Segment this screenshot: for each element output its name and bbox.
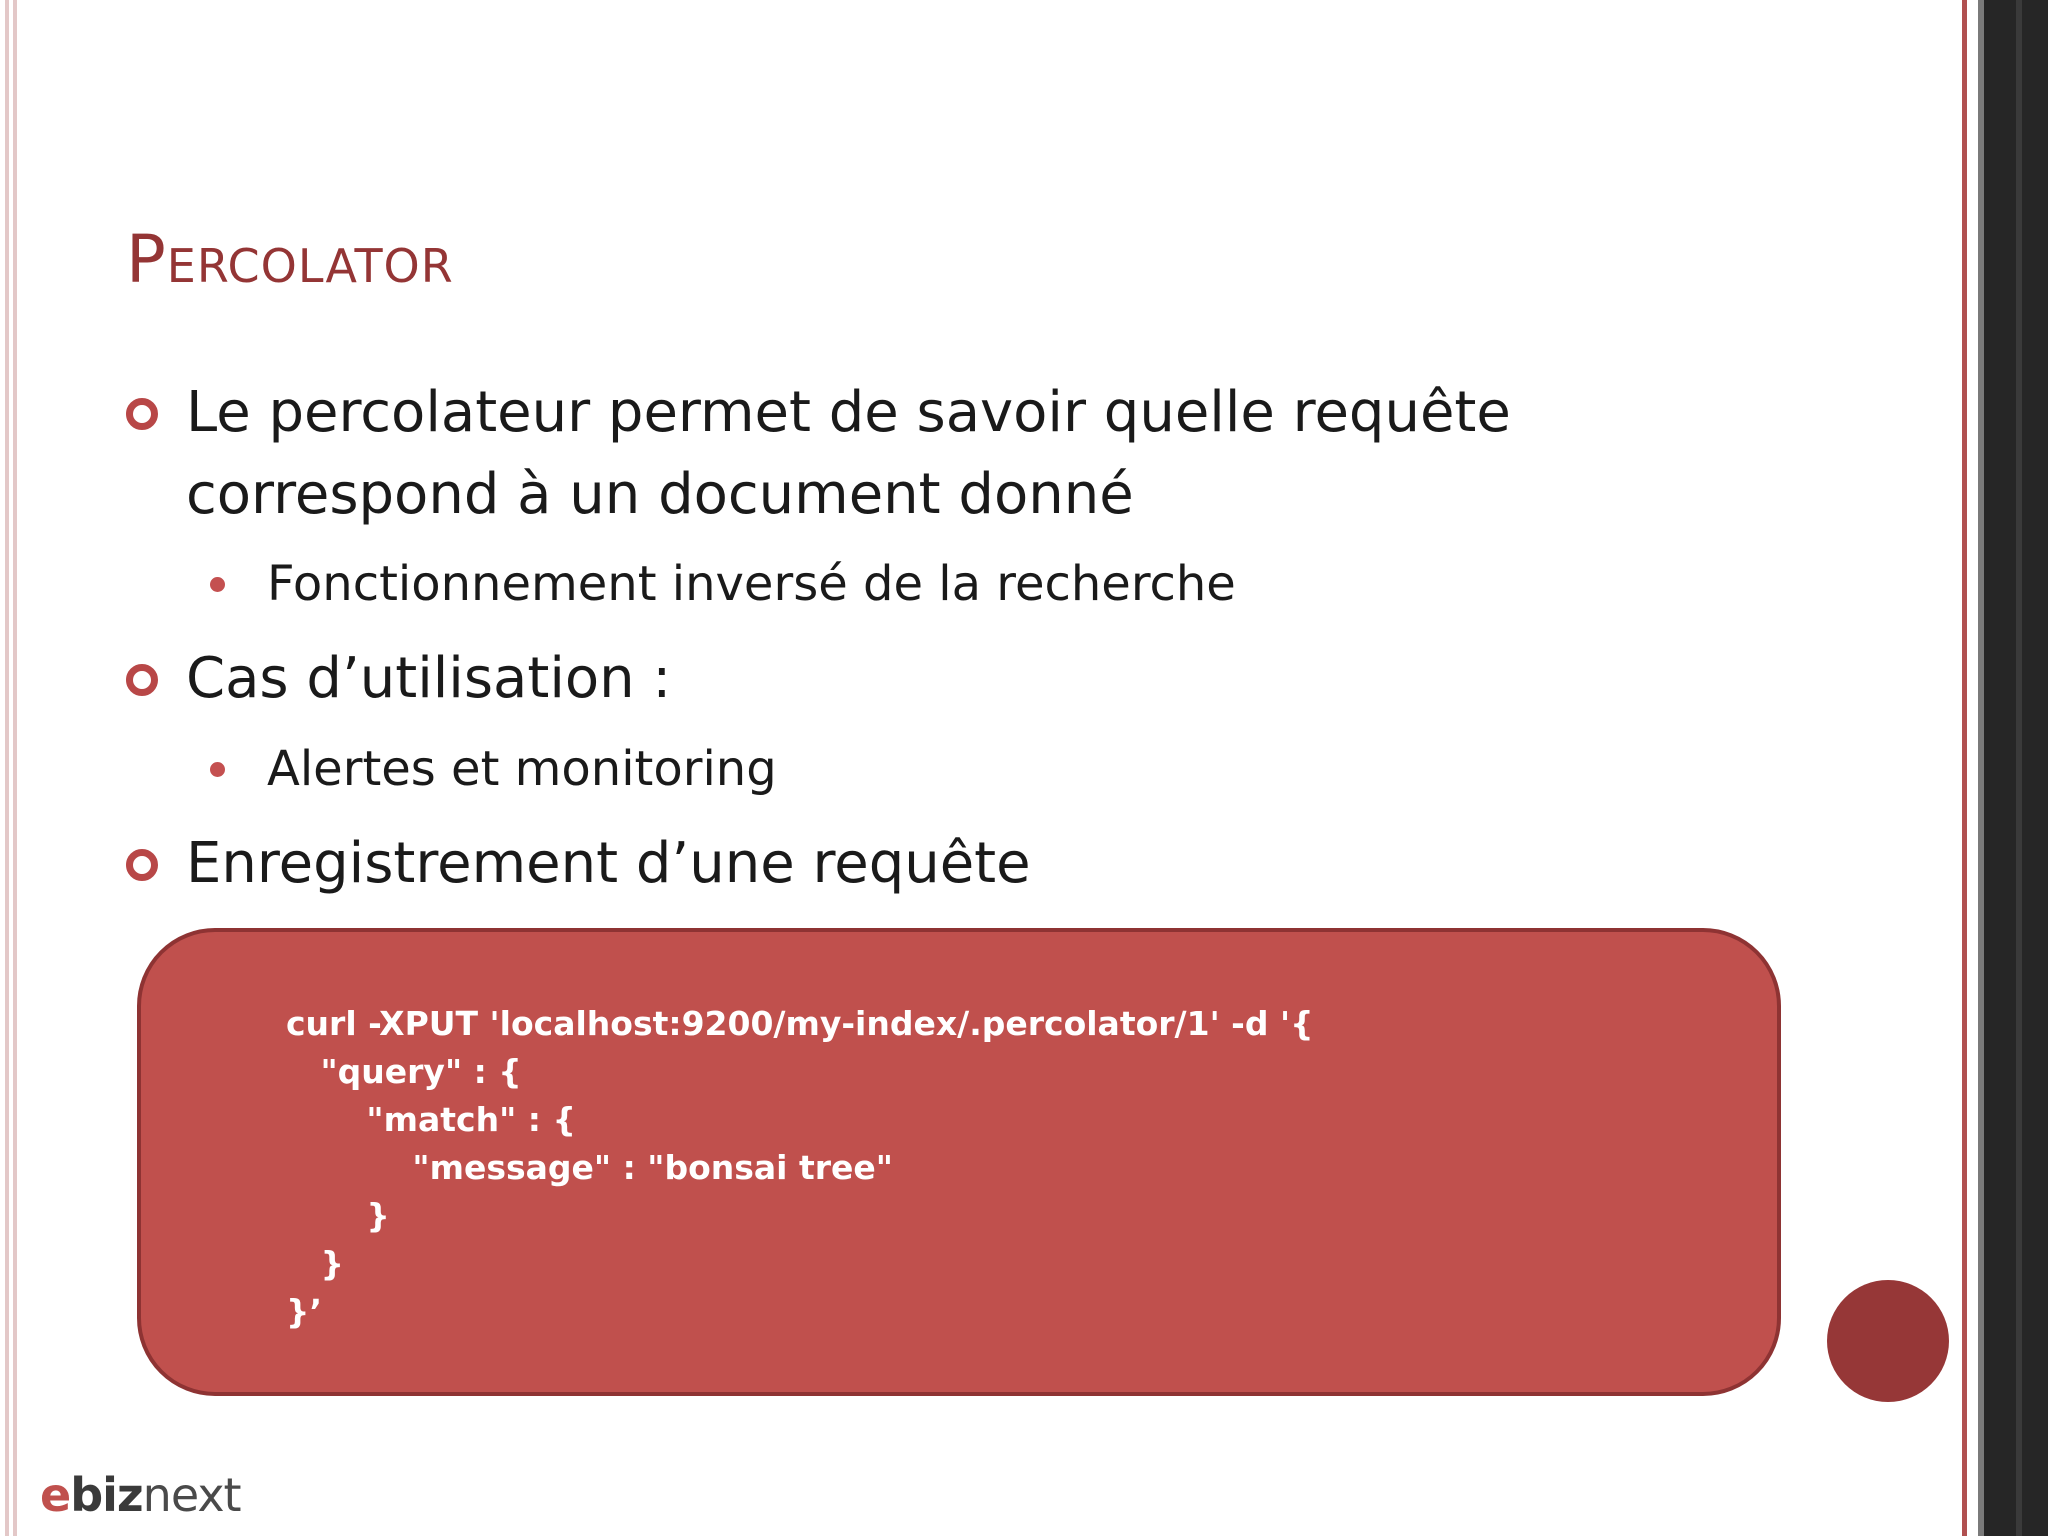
ring-bullet-icon (126, 398, 158, 430)
sub-bullet-text: Alertes et monitoring (267, 741, 777, 797)
code-box (137, 928, 1781, 1396)
bullet-text: Le percolateur permet de savoir quelle requête correspond à un document donné (186, 380, 1511, 527)
slide-title: Percolator (126, 221, 454, 298)
decorative-circle (1827, 1280, 1949, 1402)
ebiznext-logo (40, 1467, 241, 1523)
logo-part-next: next (142, 1468, 241, 1522)
code-snippet: curl -XPUT 'localhost:9200/my-index/.percolator/1' -d '{ "query" : { "match" : { "message" : "bonsai tree" } } }’ (286, 1004, 1314, 1331)
logo-part-biz: biz (70, 1468, 143, 1522)
right-border-line (1962, 0, 1967, 1536)
left-border-line (13, 0, 17, 1536)
sub-bullet-text: Fonctionnement inversé de la recherche (267, 556, 1236, 612)
ring-bullet-icon (126, 849, 158, 881)
dot-bullet-icon (210, 762, 225, 777)
right-border-gap (1968, 0, 1978, 1536)
dot-bullet-icon (210, 577, 225, 592)
bullet-text: Cas d’utilisation : (186, 646, 672, 711)
right-dark-stripe (2016, 0, 2022, 1536)
ring-bullet-icon (126, 664, 158, 696)
logo-part-e: e (40, 1468, 71, 1522)
bullet-text: Enregistrement d’une requête (186, 831, 1031, 896)
left-border-line (5, 0, 9, 1536)
